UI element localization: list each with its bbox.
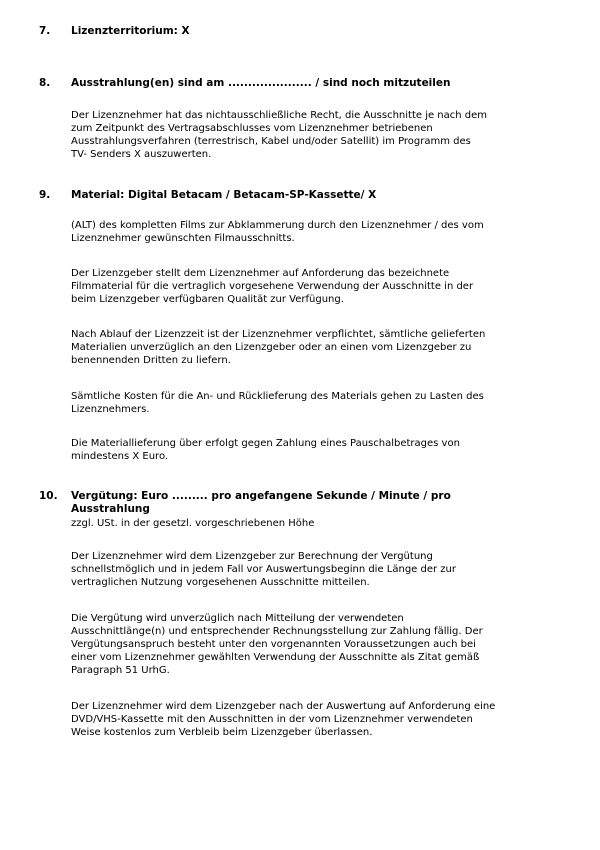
text-line: Der Lizenznehmer wird dem Lizenzgeber nach der Auswertung auf Anforderung eine [71,701,496,712]
text-line: benennenden Dritten zu liefern. [71,355,231,366]
paragraph [71,612,551,677]
paragraph [71,700,551,739]
paragraph [71,219,551,245]
text-line: Der Lizenznehmer wird dem Lizenzgeber zur Berechnung der Vergütung [71,551,433,562]
paragraph [71,550,551,589]
text-line: (ALT) des kompletten Films zur Abklammerung durch den Lizenznehmer / des vom [71,220,484,231]
section-heading: Vergütung: Euro ......... pro angefangene Sekunde / Minute / pro Ausstrahlung [71,490,451,515]
text-line: zum Zeitpunkt des Vertragsabschlusses vom Lizenznehmer betriebenen [71,123,433,134]
text-line: schnellstmöglich und in jedem Fall vor Auswertungsbeginn die Länge der zur [71,564,456,575]
section-number: 10. [39,490,58,502]
section-heading: Material: Digital Betacam / Betacam-SP-Kassette/ X [71,189,377,201]
paragraph [71,109,551,161]
section-number: 9. [39,189,51,201]
text-line: einer vom Lizenznehmer gewählten Verwendung der Ausschnitte als Zitat gemäß [71,652,480,663]
section-number: 7. [39,25,51,37]
text-line: Filmmaterial für die vertraglich vorgesehene Verwendung der Ausschnitte in der [71,281,474,292]
text-line: Lizenznehmers. [71,404,150,415]
section-heading: Ausstrahlung(en) sind am ..................... / sind noch mitzuteilen [71,77,451,89]
section-subline: zzgl. USt. in der gesetzl. vorgeschriebenen Höhe [71,518,315,529]
text-line: Ausschnittlänge(n) und entsprechender Rechnungsstellung zur Zahlung fällig. Der [71,626,483,637]
text-line: vertraglichen Nutzung vorgesehenen Ausschnitte mitteilen. [71,577,370,588]
text-line: TV- Senders X auszuwerten. [71,149,212,160]
section-number: 8. [39,77,51,89]
text-line: Weise kostenlos zum Verbleib beim Lizenzgeber überlassen. [71,727,373,738]
text-line: Paragraph 51 UrhG. [71,665,170,676]
text-line: Der Lizenznehmer hat das nichtausschließliche Recht, die Ausschnitte je nach dem [71,110,488,121]
text-line: Die Materiallieferung über erfolgt gegen Zahlung eines Pauschalbetrages von [71,438,460,449]
paragraph [71,328,551,367]
text-line: beim Lizenzgeber verfügbaren Qualität zur Verfügung. [71,294,344,305]
text-line: mindestens X Euro. [71,451,169,462]
text-line: DVD/VHS-Kassette mit den Ausschnitten in der vom Lizenznehmer verwendeten [71,714,473,725]
text-line: Lizenznehmer gewünschten Filmausschnitts. [71,233,295,244]
paragraph [71,437,551,463]
section-heading: Lizenzterritorium: X [71,25,190,37]
paragraph [71,390,551,416]
paragraph [71,267,551,306]
text-line: Sämtliche Kosten für die An- und Rücklieferung des Materials gehen zu Lasten des [71,391,484,402]
text-line: Der Lizenzgeber stellt dem Lizenznehmer auf Anforderung das bezeichnete [71,268,450,279]
text-line: Ausstrahlungsverfahren (terrestrisch, Kabel und/oder Satellit) im Programm des [71,136,471,147]
text-line: Materialien unverzüglich an den Lizenzgeber oder an einen vom Lizenzgeber zu [71,342,472,353]
text-line: Vergütungsanspruch besteht unter den vorgenannten Voraussetzungen auch bei [71,639,476,650]
text-line: Nach Ablauf der Lizenzzeit ist der Lizenznehmer verpflichtet, sämtliche gelieferten [71,329,486,340]
text-line: Die Vergütung wird unverzüglich nach Mitteilung der verwendeten [71,613,404,624]
